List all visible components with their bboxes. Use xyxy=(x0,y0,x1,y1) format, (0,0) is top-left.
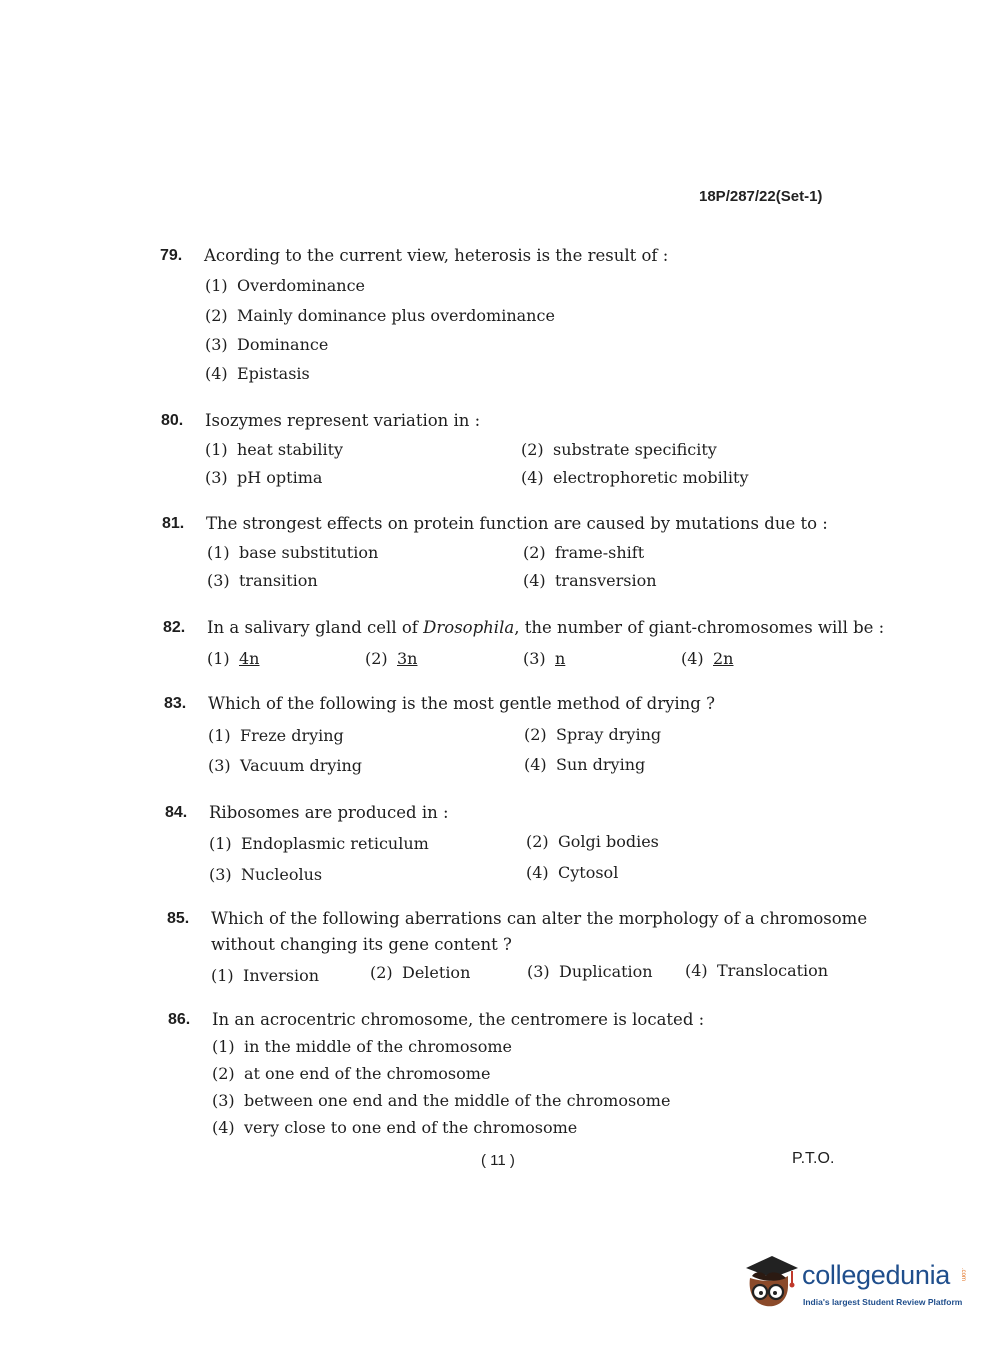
question-number: 83. xyxy=(164,695,187,712)
question-stem: Which of the following aberrations can alter the morphology of a chromosome xyxy=(211,909,868,928)
document-header-code: 18P/287/22(Set-1) xyxy=(699,188,823,205)
option-85-3: (3) Duplication xyxy=(527,962,653,981)
question-stem: The strongest effects on protein function are caused by mutations due to : xyxy=(206,514,828,533)
option-85-1: (1) Inversion xyxy=(211,966,320,985)
option-83-2: (2) Spray drying xyxy=(524,725,662,744)
question-number: 81. xyxy=(162,515,185,532)
option-86-2: (2) at one end of the chromosome xyxy=(212,1064,491,1083)
question-number: 84. xyxy=(165,804,188,821)
question-stem: Ribosomes are produced in : xyxy=(209,803,449,822)
option-80-1: (1) heat stability xyxy=(205,440,344,459)
option-84-2: (2) Golgi bodies xyxy=(526,832,659,851)
option-81-3: (3) transition xyxy=(207,571,318,590)
student-mascot-icon xyxy=(742,1250,800,1312)
option-85-4: (4) Translocation xyxy=(685,961,829,980)
question-number: 82. xyxy=(163,619,186,636)
option-85-2: (2) Deletion xyxy=(370,963,471,982)
question-number: 79. xyxy=(160,247,183,264)
question-stem: In a salivary gland cell of Drosophila, the number of giant-chromosomes will be : xyxy=(207,618,885,637)
option-84-3: (3) Nucleolus xyxy=(209,865,323,884)
question-stem-continued: without changing its gene content ? xyxy=(211,935,512,954)
question-number: 86. xyxy=(168,1011,191,1028)
question-number: 80. xyxy=(161,412,184,429)
question-number: 85. xyxy=(167,910,190,927)
option-82-3: (3) n xyxy=(523,649,566,668)
option-82-4: (4) 2n xyxy=(681,649,734,668)
option-84-4: (4) Cytosol xyxy=(526,863,619,882)
collegedunia-logo[interactable] xyxy=(742,1250,972,1320)
logo-domain-suffix: .com xyxy=(960,1268,966,1282)
option-79-2: (2) Mainly dominance plus overdominance xyxy=(205,306,555,325)
option-80-4: (4) electrophoretic mobility xyxy=(521,468,749,487)
option-86-3: (3) between one end and the middle of the chromosome xyxy=(212,1091,671,1110)
option-86-4: (4) very close to one end of the chromosome xyxy=(212,1118,578,1137)
option-81-4: (4) transversion xyxy=(523,571,657,590)
option-83-1: (1) Freze drying xyxy=(208,726,344,745)
question-stem: Which of the following is the most gentle method of drying ? xyxy=(208,694,715,713)
option-79-4: (4) Epistasis xyxy=(205,364,310,383)
option-82-1: (1) 4n xyxy=(207,649,260,668)
pto-label: P.T.O. xyxy=(792,1150,835,1167)
logo-wordmark: collegedunia xyxy=(802,1260,951,1290)
option-80-2: (2) substrate specificity xyxy=(521,440,717,459)
question-stem: In an acrocentric chromosome, the centromere is located : xyxy=(212,1010,705,1029)
option-84-1: (1) Endoplasmic reticulum xyxy=(209,834,429,853)
question-stem: Acording to the current view, heterosis is the result of : xyxy=(204,246,669,265)
option-81-1: (1) base substitution xyxy=(207,543,379,562)
option-81-2: (2) frame-shift xyxy=(523,543,645,562)
option-83-4: (4) Sun drying xyxy=(524,755,646,774)
question-stem: Isozymes represent variation in : xyxy=(205,411,481,430)
option-82-2: (2) 3n xyxy=(365,649,418,668)
option-83-3: (3) Vacuum drying xyxy=(208,756,363,775)
option-79-1: (1) Overdominance xyxy=(205,276,366,295)
option-80-3: (3) pH optima xyxy=(205,468,323,487)
option-86-1: (1) in the middle of the chromosome xyxy=(212,1037,513,1056)
logo-tagline: India's largest Student Review Platform xyxy=(803,1297,963,1307)
page-number: ( 11 ) xyxy=(481,1152,515,1169)
option-79-3: (3) Dominance xyxy=(205,335,329,354)
